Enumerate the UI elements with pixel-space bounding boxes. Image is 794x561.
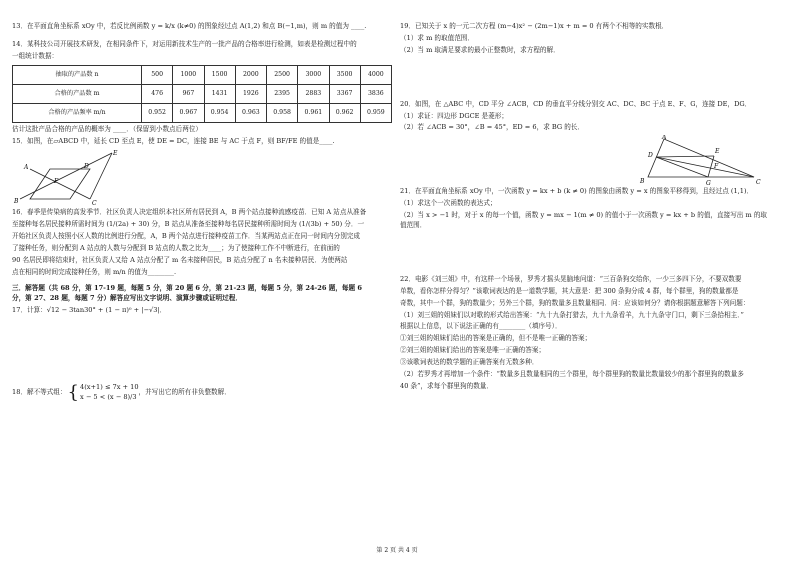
question-22-line7: 40 条”，求每个群里狗的数量． [400,381,493,390]
question-21-part1: （1）求这个一次函数的表达式； [400,199,497,208]
table-cell: 3500 [329,65,360,84]
question-22-line5: 根据以上信息，以下说法正确的有________（填序号）． [400,322,562,331]
question-13: 13．在平面直角坐标系 xOy 中，若反比例函数 y = k/x (k≠0) 的图象经过点 A(1,2) 和点 B(−1,m)，则 m 的值为 ____. [12,22,367,30]
table-cell: 1926 [235,84,266,103]
fig15-label-b: B [14,198,19,206]
question-17: 17．计算：√12 − 3tan30° + (1 − π)⁰ + |−√3|． [12,305,167,314]
table-row [13,103,392,122]
section-3-heading: 三．解答题（共 68 分，第 17-19 题，每题 5 分，第 20 题 6 分，第 21-23 题，每题 5 分，第 24-26 题，每题 6 分，第 27、28 题，每题 7 分）解答应写出文字说明、演算步骤或证明过程． [12,283,362,302]
question-22-option2: ②刘三姐的姐妹们给出的答案是唯一正确的答案； [400,346,546,355]
question-22-option1: ①刘三姐的姐妹们给出的答案是正确的，但不是唯一正确的答案； [400,334,592,343]
question-20: 20．如图，在 △ABC 中，CD 平分 ∠ACB，CD 的垂直平分线分别交 AC、DC、BC 于点 E、F、G，连接 DE，DG． [400,99,752,108]
fig20-label-d: D [648,152,653,160]
question-22-line3: 奇数，其中一个群，狗的数量少；另外三个群，狗的数量多且数量相同．问：应该如何分？请你根据题意解答下列问题： [400,298,750,307]
question-16-line4: 了接种任务，则分配到 A 站点的人数与分配到 B 站点的人数之比为____；为了使接种工作不中断进行，在前面的 [12,244,340,253]
page-footer: 第 2 页 共 4 页 [376,547,418,554]
segment-ac [30,169,90,199]
triangle-abc [648,139,754,177]
table-cell: 500 [142,65,173,84]
question-16-line2: 至接种每名居民接种所需时间为 (1/(2a) + 30) 分，B 站点从准备至接种每名居民接种所需时间为 (1/(3b) + 50) 分．一 [12,220,365,229]
question-20-part2: （2）若 ∠ACB = 30°，∠B = 45°，ED = 6，求 BG 的长． [400,123,585,132]
table-cell: 3836 [360,84,391,103]
table-cell: 2395 [267,84,298,103]
table-cell: 0.967 [173,103,204,122]
question-16-line1: 16．春季是传染病的高发季节．社区负责人决定组织本社区所有居民到 A，B 两个站点接种流感疫苗．已知 A 站点从准备 [12,208,367,217]
table-cell: 1431 [204,84,235,103]
figure-20-triangle [636,135,766,187]
table-row-header: 合格的产品频率 m/n [13,103,142,122]
table-row [13,84,392,103]
fig20-label-f: F [714,163,719,171]
table-cell: 0.952 [142,103,173,122]
fig15-label-c: C [92,200,97,208]
table-cell: 0.959 [360,103,391,122]
right-column [400,22,770,394]
question-16-line3: 开始社区负责人按照小区人数的比例进行分配，A，B 两个站点进行接种疫苗工作．当某两站点正在同一时间内分别完成 [12,232,360,241]
table-cell: 2000 [235,65,266,84]
question-21-part2: （2）当 x > −1 时，对于 x 的每一个值，函数 y = mx − 1(m ≠ 0) 的值小于一次函数 y = kx + b 的值，直接写出 m 的取值范围． [400,211,768,230]
question-22-line6: （2）若罗秀才再增加一个条件：“数量多且数量相同的三个群里，每个群里狗的数量比数量较少的那个群里狗的数量多 [400,370,744,379]
inequality-system [80,383,139,403]
question-22-line4: （1）刘三姐的姐妹们以对歌的形式给出答案：“九十九条打猎去，九十九条看羊，九十九条守门口，剩下三条拾相主．” [400,310,744,319]
segment-ce [90,153,112,199]
question-21: 21．在平面直角坐标系 xOy 中，一次函数 y = kx + b (k ≠ 0) 的图象由函数 y = x 的图象平移得到，且经过点 (1,1)． [400,187,754,196]
table-cell: 2500 [267,65,298,84]
fig20-label-a: A [662,135,667,142]
inequality-2: x − 5 < (x − 8)/3 [80,393,137,402]
table-cell: 1000 [173,65,204,84]
table-cell: 0.954 [204,103,235,122]
question-19-part2: （2）当 m 取满足要求的最小正整数时，求方程的解． [400,45,560,54]
question-15: 15．如图，在▱ABCD 中，延长 CD 至点 E，使 DE = DC，连接 BE 与 AC 于点 F，则 BF/FE 的值是____. [12,136,335,145]
fig15-label-a: A [24,164,29,172]
fig20-label-g: G [706,180,711,188]
fig15-label-d: D [84,163,89,171]
inequality-1: 4(x+1) ≤ 7x + 10 [80,383,139,392]
question-16-line5: 90 名居民即将结束时，社区负责人又给 A 站点分配了 m 名未接种居民，B 站点分配了 n 名未接种居民．为使两站 [12,256,348,265]
fig15-label-f: F [54,178,59,186]
table-cell: 1500 [204,65,235,84]
segment-dg [656,157,708,177]
table-cell: 0.962 [329,103,360,122]
fig15-label-e: E [113,150,118,158]
segment-cd [656,157,754,177]
table-row-header: 抽取的产品数 n [13,65,142,84]
table-cell: 3000 [298,65,329,84]
table-cell: 0.958 [267,103,298,122]
statistics-table [12,65,392,123]
question-19-part1: （1）求 m 的取值范围． [400,33,474,42]
segment-be [20,153,112,199]
question-22-line2: 单数，看你怎样分得匀？”该歌词表达的是一道数学题，其大意是：把 300 条狗分成 4 群，每个群里，狗的数量都是 [400,286,739,295]
question-18-label: 18．解不等式组： [12,388,67,397]
table-cell: 967 [173,84,204,103]
fig20-label-b: B [640,178,645,186]
table-cell: 2883 [298,84,329,103]
question-18-tail: ，并写出它的所有非负整数解． [138,388,231,397]
question-22-line1: 22．电影《刘三姐》中，有这样一个场景，罗秀才摇头晃脑地问道：“三百条狗交给你，一少三多四下分，不要双数要 [400,274,742,283]
inequality-system-brace: { [67,382,79,404]
question-20-part1: （1）求证：四边形 DGCE 是菱形； [400,111,508,120]
question-14-intro: 14．某科技公司开展技术研发，在相同条件下，对运用新技术生产的一批产品的合格率进行检测，如表是检测过程中的 [12,39,357,48]
question-14-intro2: 一组统计数据： [12,51,59,60]
table-row [13,65,392,84]
fig20-label-e: E [715,148,720,156]
figure-15-parallelogram [12,148,132,208]
question-18 [12,383,372,403]
left-column [12,22,385,405]
table-cell: 0.961 [298,103,329,122]
question-19: 19．已知关于 x 的一元二次方程 (m−4)x² − (2m−1)x + m = 0 有两个不相等的实数根． [400,22,669,30]
fig20-label-c: C [756,179,761,187]
table-row-header: 合格的产品数 m [13,84,142,103]
table-cell: 3367 [329,84,360,103]
table-cell: 4000 [360,65,391,84]
table-cell: 476 [142,84,173,103]
question-16-line6: 点在相同的时间完成接种任务，则 m/n 的值为________. [12,267,177,276]
question-22-option3: ③该歌词表达的数学题的正确答案有无数多种． [400,358,539,367]
table-cell: 0.963 [235,103,266,122]
question-14-after: 估计这批产品合格的产品的概率为 ____．（保留到小数点后两位） [12,124,203,133]
